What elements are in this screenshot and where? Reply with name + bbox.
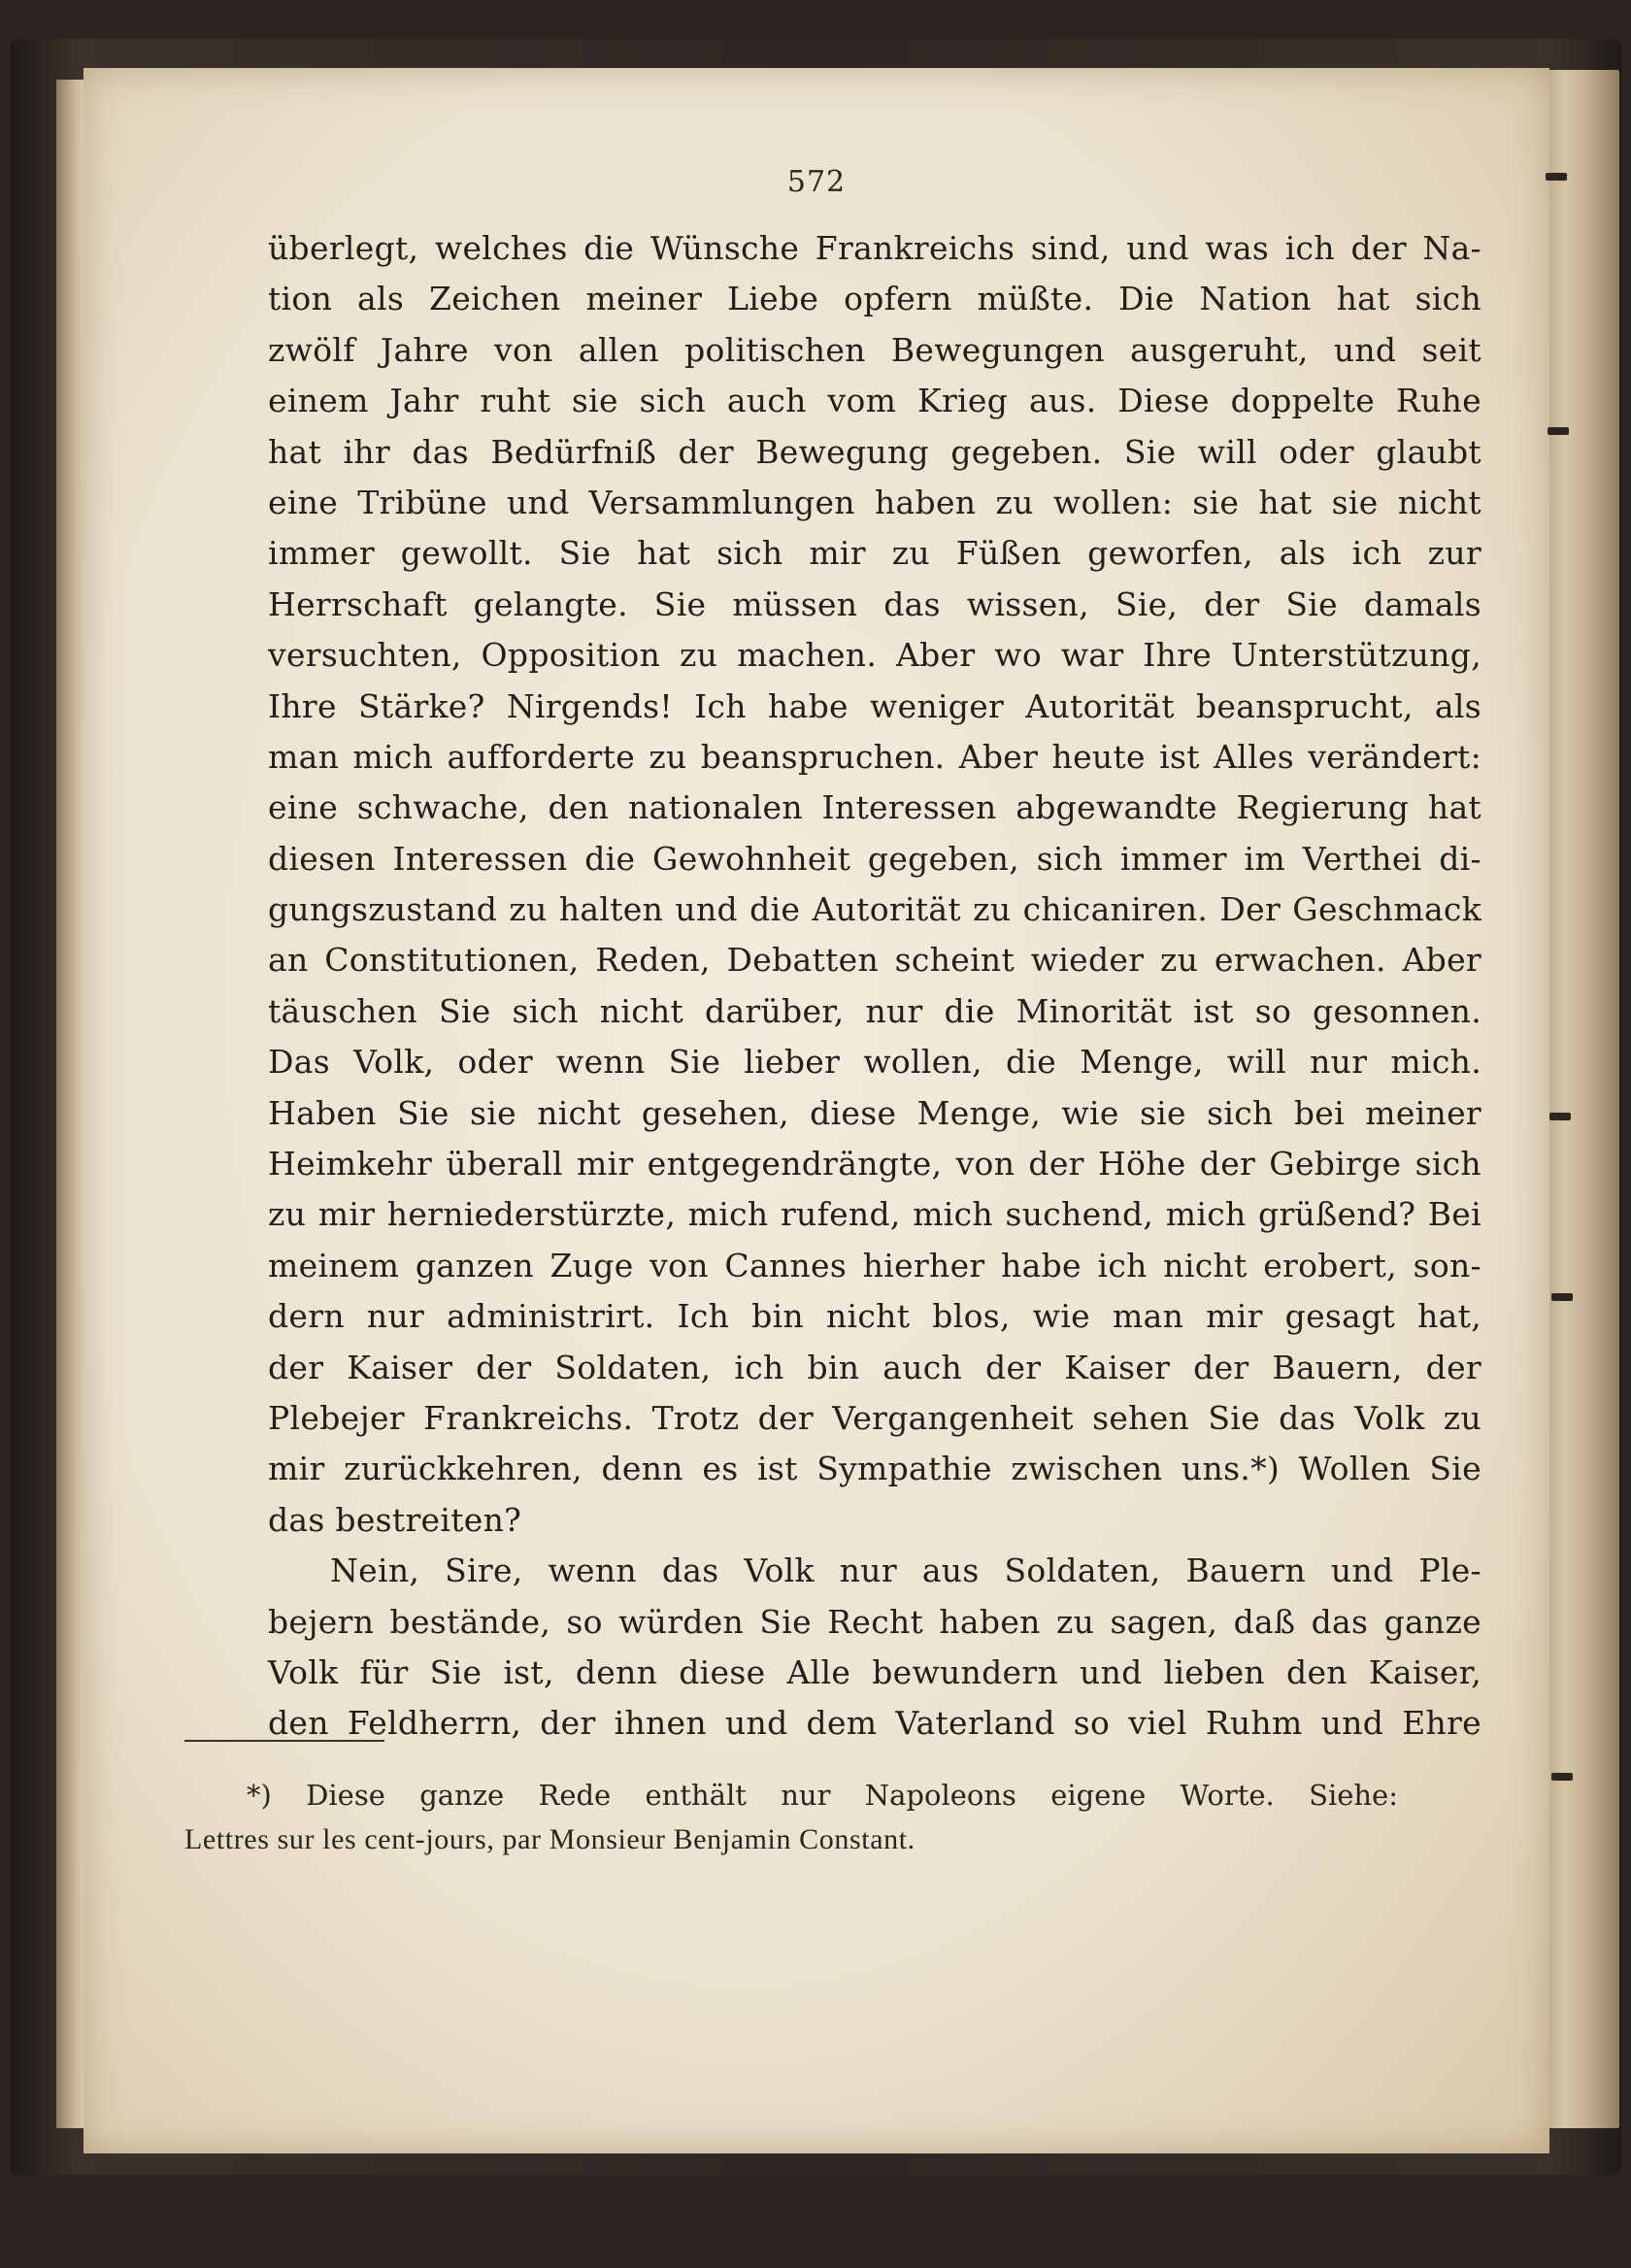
text-line: der Kaiser der Soldaten, ich bin auch der Kaiser der Bauern, der xyxy=(268,1348,1481,1386)
page-tab-marker xyxy=(1549,1113,1571,1120)
text-line: eine Tribüne und Versammlungen haben zu wollen: sie hat sie nicht xyxy=(268,483,1481,521)
text-line: meinem ganzen Zuge von Cannes hierher habe ich nicht erobert, son- xyxy=(268,1246,1481,1284)
page-number: 572 xyxy=(786,165,847,199)
footnote xyxy=(184,1773,1398,1862)
footnote-line: *) Diese ganze Rede enthält nur Napoleons eigene Worte. Siehe: xyxy=(247,1779,1398,1812)
text-line: zu mir herniederstürzte, mich rufend, mich suchend, mich grüßend? Bei xyxy=(268,1195,1481,1234)
page-tab-marker xyxy=(1551,1293,1573,1301)
page-stack-right xyxy=(1542,70,1619,2128)
text-line: mir zurückkehren, denn es ist Sympathie zwischen uns.*) Wollen Sie xyxy=(268,1450,1481,1488)
page-tab-marker xyxy=(1548,427,1569,435)
text-line: gungszustand zu halten und die Autorität zu chicaniren. Der Geschmack xyxy=(268,890,1481,929)
text-line: Nein, Sire, wenn das Volk nur aus Soldaten, Bauern und Ple- xyxy=(330,1551,1481,1590)
text-line: Plebejer Frankreichs. Trotz der Vergangenheit sehen Sie das Volk zu xyxy=(268,1398,1481,1437)
page-tab-marker xyxy=(1551,1773,1573,1781)
text-line: einem Jahr ruht sie sich auch vom Krieg aus. Diese doppelte Ruhe xyxy=(268,382,1481,420)
text-line: hat ihr das Bedürfniß der Bewegung gegeben. Sie will oder glaubt xyxy=(268,432,1481,471)
text-line: immer gewollt. Sie hat sich mir zu Füßen geworfen, als ich zur xyxy=(268,534,1481,573)
footnote-divider xyxy=(184,1740,384,1742)
text-line: Das Volk, oder wenn Sie lieber wollen, die Menge, will nur mich. xyxy=(268,1043,1481,1082)
text-line: versuchten, Opposition zu machen. Aber wo war Ihre Unterstützung, xyxy=(268,636,1481,675)
text-line: diesen Interessen die Gewohnheit gegeben, sich immer im Verthei di- xyxy=(268,839,1481,878)
footnote-line: Lettres sur les cent-jours, par Monsieur Benjamin Constant. xyxy=(184,1823,915,1855)
text-line: den Feldherrn, der ihnen und dem Vaterland so viel Ruhm und Ehre xyxy=(268,1704,1481,1743)
text-line: bejern bestände, so würden Sie Recht haben zu sagen, daß das ganze xyxy=(268,1602,1481,1641)
text-line: eine schwache, den nationalen Interessen abgewandte Regierung hat xyxy=(268,788,1481,827)
text-line: tion als Zeichen meiner Liebe opfern müßte. Die Nation hat sich xyxy=(268,280,1481,318)
text-line: Ihre Stärke? Nirgends! Ich habe weniger Autorität beansprucht, als xyxy=(268,686,1481,725)
text-line: an Constitutionen, Reden, Debatten scheint wieder zu erwachen. Aber xyxy=(268,941,1481,980)
text-line: Volk für Sie ist, denn diese Alle bewundern und lieben den Kaiser, xyxy=(268,1652,1481,1691)
text-line: überlegt, welches die Wünsche Frankreichs sind, und was ich der Na- xyxy=(268,229,1481,267)
text-line: Herrschaft gelangte. Sie müssen das wissen, Sie, der Sie damals xyxy=(268,584,1481,623)
body-text xyxy=(268,223,1481,1750)
text-line: dern nur administrirt. Ich bin nicht blos, wie man mir gesagt hat, xyxy=(268,1297,1481,1336)
text-line: Heimkehr überall mir entgegendrängte, von der Höhe der Gebirge sich xyxy=(268,1145,1481,1184)
text-line: man mich aufforderte zu beanspruchen. Aber heute ist Alles verändert: xyxy=(268,737,1481,776)
text-line: täuschen Sie sich nicht darüber, nur die Minorität ist so gesonnen. xyxy=(268,991,1481,1030)
text-line: zwölf Jahre von allen politischen Bewegungen ausgeruht, und seit xyxy=(268,330,1481,369)
text-line: das bestreiten? xyxy=(268,1500,522,1539)
page-tab-marker xyxy=(1546,173,1567,181)
text-line: Haben Sie sie nicht gesehen, diese Menge, wie sie sich bei meiner xyxy=(268,1093,1481,1132)
